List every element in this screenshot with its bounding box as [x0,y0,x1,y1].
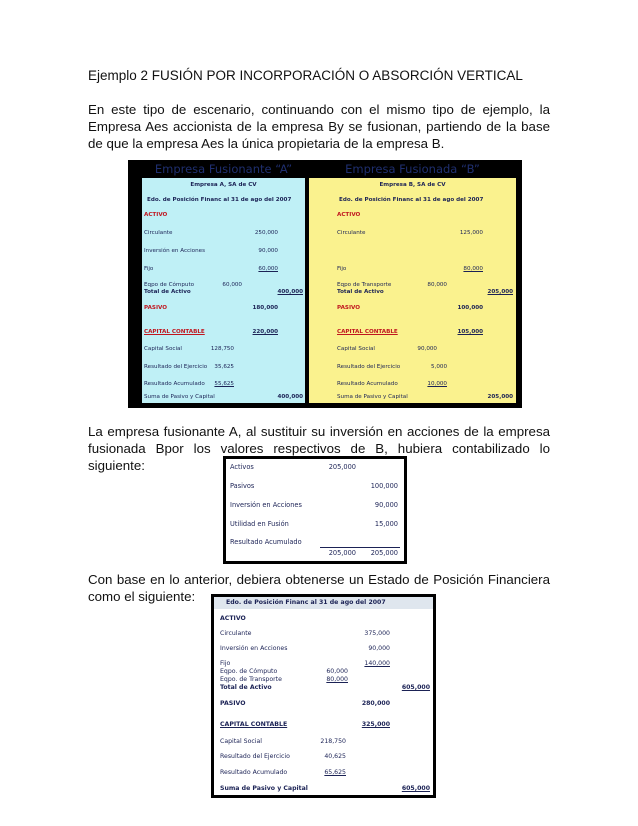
row-value: 10,000 [427,381,447,387]
paragraph-result: Con base en lo anterior, debiera obtenerse un Estado de Posición Financiera como el siguiente: [88,572,550,604]
row-value: 205,000 [487,289,513,295]
row-value: 400,000 [277,394,303,400]
row-value: 325,000 [361,721,390,728]
paragraph-fusion-entry: La empresa fusionante A, al sustituir su inversión en acciones de la empresa fusionada Bpor los valores respectivos de B, hubiera contabilizado lo siguiente: [88,424,550,473]
row-value: 605,000 [401,684,430,691]
panel-empresa-a [142,178,307,403]
row-label: Inversión en Acciones [220,645,288,652]
total-debit: 205,000 [328,549,356,557]
row-value: 80,000 [326,676,348,683]
row-label: Circulante [144,230,173,236]
row-label: Eqpo. de Cómputo [220,668,278,675]
row-label: Resultado del Ejercicio [220,753,290,760]
company-name: Empresa B, SA de CV [379,182,446,188]
section-capital: CAPITAL CONTABLE [144,329,205,335]
total-credit: 205,000 [370,549,398,557]
entry-label: Utilidad en Fusión [230,520,289,528]
row-value: 60,000 [222,282,242,288]
row-value: 250,000 [254,230,278,236]
entry-label: Pasivos [230,482,255,490]
section-activo: ACTIVO [337,212,361,218]
section-pasivo: PASIVO [337,305,361,311]
row-label: Resultado Acumulado [337,381,398,387]
row-value: 5,000 [430,364,447,370]
total-rule [320,547,400,548]
page-title: Ejemplo 2 FUSIÓN POR INCORPORACIÓN O ABSORCIÓN VERTICAL [88,68,523,83]
row-label: Resultado del Ejercicio [337,364,401,370]
header-fusionada: Empresa Fusionada “B” [345,162,480,176]
row-value: 605,000 [401,785,430,792]
row-label: Capital Social [144,346,182,352]
row-value: 35,625 [214,364,234,370]
figure-consolidated-statement [211,594,436,798]
row-value: 140,000 [364,660,390,667]
company-name: Empresa A, SA de CV [190,182,257,188]
section-capital: CAPITAL CONTABLE [337,329,398,335]
entry-debit: 205,000 [328,463,356,471]
row-label: Suma de Pasivo y Capital [220,785,308,792]
row-label: Total de Activo [220,684,272,691]
row-value: 205,000 [487,394,513,400]
row-value: 80,000 [463,266,483,272]
statement-title: Edo. de Posición Financ al 31 de ago del 2007 [339,197,484,203]
entry-credit: 15,000 [374,520,398,528]
entry-credit: 100,000 [370,482,398,490]
figure-journal-entry [223,456,407,564]
row-label: Eqpo. de Transporte [220,676,282,683]
row-label: Fijo [337,266,347,272]
row-value: 400,000 [277,289,303,295]
row-value: 40,625 [324,753,346,760]
row-label: Suma de Pasivo y Capital [337,394,408,400]
row-label: Eqpo de Cómputo [144,282,195,288]
row-value: 90,000 [417,346,437,352]
header-fusionante: Empresa Fusionante “A” [154,162,293,176]
section-activo: ACTIVO [144,212,168,218]
row-value: 90,000 [368,645,390,652]
section-capital: CAPITAL CONTABLE [220,721,288,728]
row-value: 220,000 [252,329,278,335]
row-label: Capital Social [337,346,375,352]
row-label: Resultado Acumulado [144,381,205,387]
row-value: 218,750 [320,738,346,745]
row-value: 100,000 [457,305,483,311]
row-value: 80,000 [427,282,447,288]
row-label: Resultado del Ejercicio [144,364,208,370]
section-pasivo: PASIVO [220,700,246,707]
row-value: 90,000 [258,248,278,254]
row-label: Resultado Acumulado [220,769,288,776]
row-label: Eqpo de Transporte [337,282,392,288]
section-pasivo: PASIVO [144,305,168,311]
row-value: 60,000 [326,668,348,675]
figure-balance-sheets [128,160,522,408]
row-value: 55,625 [214,381,234,387]
row-value: 60,000 [258,266,278,272]
row-value: 280,000 [361,700,390,707]
row-label: Fijo [144,266,154,272]
row-value: 105,000 [457,329,483,335]
row-value: 65,625 [324,769,346,776]
row-label: Circulante [220,630,252,637]
row-value: 125,000 [459,230,483,236]
row-label: Suma de Pasivo y Capital [144,394,215,400]
row-label: Total de Activo [144,289,191,295]
row-value: 180,000 [252,305,278,311]
row-value: 375,000 [364,630,390,637]
section-activo: ACTIVO [220,615,246,622]
paragraph-intro: En este tipo de escenario, continuando con el mismo tipo de ejemplo, la Empresa Aes accionista de la empresa By se fusionan, partiendo de la base de que la empresa Aes la única propietaria de la empresa B. [88,102,550,151]
entry-label: Activos [230,463,254,471]
row-label: Inversión en Acciones [144,248,205,254]
row-label: Capital Social [220,738,263,745]
statement-title: Edo. de Posición Financ al 31 de ago del 2007 [147,197,292,203]
row-label: Total de Activo [337,289,384,295]
row-value: 128,750 [210,346,234,352]
entry-credit: 90,000 [374,501,398,509]
statement-title: Edo. de Posición Financ al 31 de ago del 2007 [226,599,386,606]
row-label: Fijo [220,660,231,667]
panel-empresa-b [309,178,516,403]
entry-label: Resultado Acumulado [230,538,302,546]
row-label: Circulante [337,230,366,236]
entry-label: Inversión en Acciones [230,501,302,509]
